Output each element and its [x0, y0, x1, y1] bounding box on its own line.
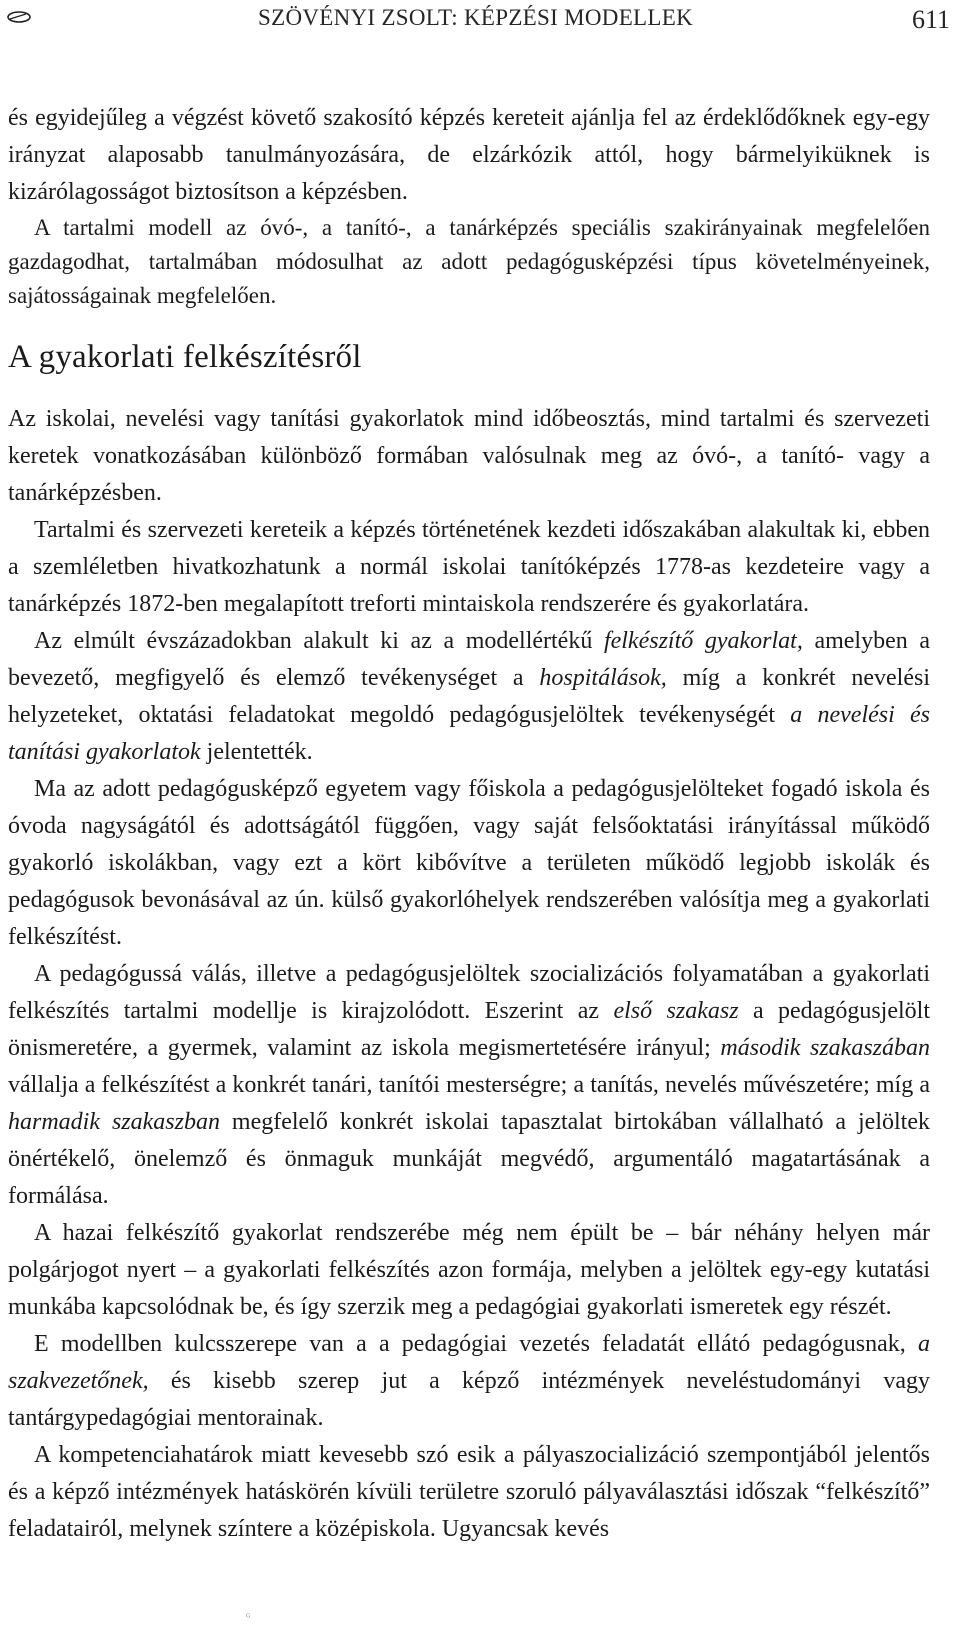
text-run: a pedagógusjelölt önismeretére, a gyermek, valamint az iskola megismertetésére irányul; [8, 998, 930, 1061]
emphasis-felkeszito-gyakorlat: felkészítő gyakorlat, [603, 628, 803, 654]
running-header [0, 2, 960, 42]
section-heading: A gyakorlati felkészítésről [8, 339, 362, 375]
paragraph-mentor [8, 1326, 930, 1437]
emphasis-elso-szakasz: első szakasz [613, 998, 739, 1024]
emphasis-nevelesi-gyakorlatok: a nevelési és tanítási gyakorlatok [8, 702, 930, 765]
text-run: jelentették. [200, 739, 313, 765]
page-number: 611 [911, 5, 950, 34]
emphasis-hospitalasok: hospitálások, [539, 665, 667, 691]
footer-mark: ᴳ [246, 1612, 251, 1623]
text-run: Az elmúlt évszázadokban alakult ki az a modellértékű [34, 628, 604, 654]
body-text [8, 100, 930, 1548]
text-run: amelyben a bevezető, megfigyelő és elemző tevékenységet a [8, 628, 930, 691]
paragraph-model-practice [8, 623, 930, 771]
paragraph-stages [8, 956, 930, 1215]
text-run: vállalja a felkészítést a konkrét tanári, tanítói mesterségre; a tanítás, nevelés művészetére; míg a [8, 1072, 930, 1098]
text-run: és kisebb szerep jut a képző intézmények neveléstudományi vagy tantárgypedagógiai mentorainak. [8, 1368, 930, 1431]
paragraph-competence: A kompetenciahatárok miatt kevesebb szó esik a pályaszocializáció szempontjából jelentős és a képző intézmények hatáskörén kívüli területre szoruló pályaválasztási időszak “felkészítő” feladatairól, melynek színtere a középiskola. Ugyancsak kevés [8, 1442, 930, 1542]
text-run: A pedagógussá válás, illetve a pedagógusjelöltek szocializációs folyamatában a gyakorlati felkészítés tartalmi modellje is kirajzolódott. Eszerint az [8, 961, 930, 1024]
paragraph-history: Tartalmi és szervezeti kereteik a képzés történetének kezdeti időszakában alakultak ki, ebben a szemléletben hivatkozhatunk a normál iskolai tanítóképzés 1778-as kezdeteire vagy a tanárképzés 1872-ben megalapított treforti mintaiskola rendszerére és gyakorlatára. [8, 517, 930, 617]
header-title: SZÖVÉNYI ZSOLT: KÉPZÉSI MODELLEK [258, 5, 693, 30]
intro-paragraph-2: A tartalmi modell az óvó-, a tanító-, a tanárképzés speciális szakirányainak megfelelően gazdagodhat, tartalmában módosulhat az adott pedagógusképzési típus követelményeinek, sajátosságainak megfelelően. [8, 215, 930, 308]
emphasis-masodik-szakasz: második szakaszában [720, 1035, 930, 1061]
emphasis-harmadik-szakasz: harmadik szakaszban [8, 1109, 220, 1135]
paragraph-research-form: A hazai felkészítő gyakorlat rendszerébe még nem épült be – bár néhány helyen már polgárjogot nyert – a gyakorlati felkészítés azon formája, melyben a jelöltek egy-egy kutatási munkába kapcsolódnak be, és így szerzik meg a pedagógiai gyakorlati ismeretek egy részét. [8, 1220, 930, 1320]
paragraph-practices: Az iskolai, nevelési vagy tanítási gyakorlatok mind időbeosztás, mind tartalmi és szervezeti keretek vonatkozásában különböző formában valósulnak meg az óvó-, a tanító- vagy a tanárképzésben. [8, 406, 930, 506]
text-run: míg a konkrét nevelési helyzeteket, oktatási feladatokat megoldó pedagógusjelöltek tevékenységét [8, 665, 931, 728]
oval-mark-icon [6, 10, 32, 24]
paragraph-current-practice: Ma az adott pedagógusképző egyetem vagy főiskola a pedagógusjelölteket fogadó iskola és óvoda nagyságától és adottságától függően, vagy saját felsőoktatási irányítással működő gyakorló iskolákban, vagy ezt a kört kibővítve a területen működő legjobb iskolák és pedagógusok bevonásával az ún. külső gyakorlóhelyek rendszerében valósítja meg a gyakorlati felkészítést. [8, 776, 930, 950]
intro-paragraph-1: és egyidejűleg a végzést követő szakosító képzés kereteit ajánlja fel az érdeklődőknek egy-egy irányzat alaposabb tanulmányozására, de elzárkózik attól, hogy bármelyiküknek is kizárólagosságot biztosítson a képzésben. [8, 105, 930, 205]
text-run: megfelelő konkrét iskolai tapasztalat birtokában vállalható a jelöltek önértékelő, önelemző és önmaguk munkáját megvédő, argumentáló magatartásának a formálása. [8, 1109, 930, 1209]
emphasis-szakvezeto: a szakvezetőnek, [8, 1331, 930, 1394]
text-run: E modellben kulcsszerepe van a a pedagógiai vezetés feladatát ellátó pedagógusnak, [34, 1331, 918, 1357]
